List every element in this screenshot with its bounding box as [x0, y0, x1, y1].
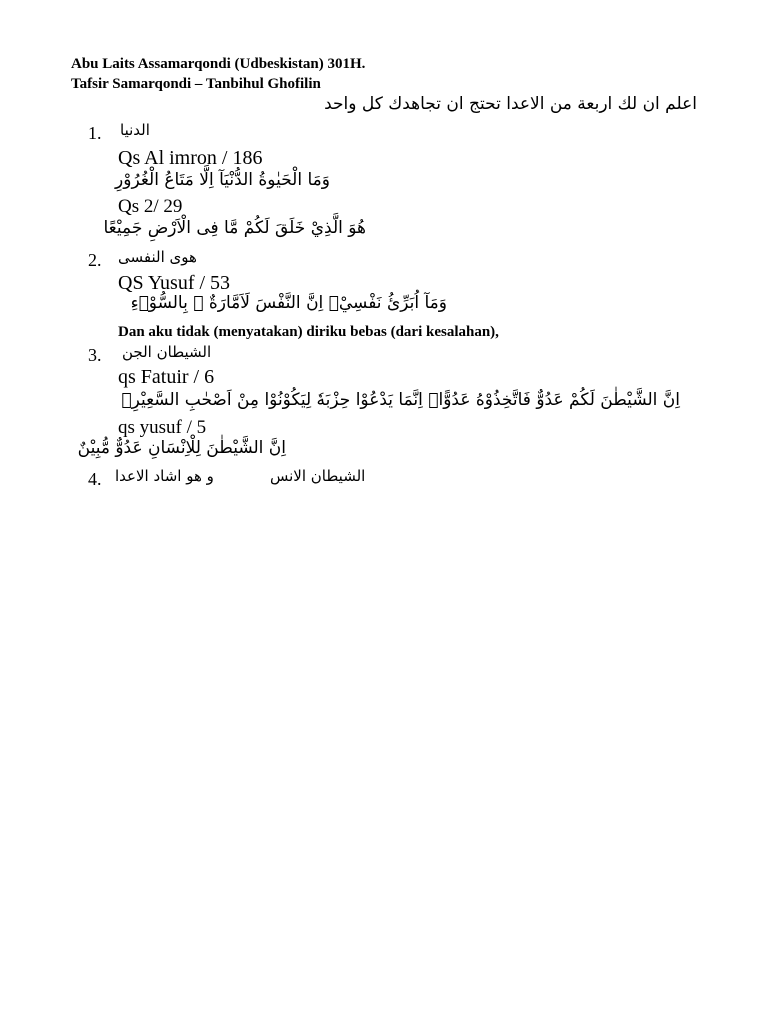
item-heading: هوى النفسى	[118, 248, 197, 266]
quran-reference: qs yusuf / 5	[118, 417, 207, 438]
quran-reference: Qs Al imron / 186	[118, 147, 263, 169]
author-line: Abu Laits Assamarqondi (Udbeskistan) 301H.	[71, 56, 366, 72]
quran-reference: Qs 2/ 29	[118, 196, 183, 217]
item-number: 3.	[88, 345, 102, 365]
item-heading: الشيطان الجن	[122, 343, 212, 361]
item-note: و هو اشاد الاعدا	[115, 467, 214, 485]
item-number: 1.	[88, 123, 102, 143]
item-heading: الشيطان الانس	[270, 467, 366, 485]
quran-verse: اِنَّ الشَّيْطٰنَ لِلْاِنْسَانِ عَدُوٌّ مُّبِيْنٌ	[77, 438, 286, 458]
quran-verse: هُوَ الَّذِيْ خَلَقَ لَكُمْ مَّا فِى الْاَرْضِ جَمِيْعًا	[103, 218, 366, 238]
quran-reference: QS Yusuf / 53	[118, 272, 231, 294]
item-heading: الدنيا	[120, 121, 150, 139]
verse-translation: Dan aku tidak (menyatakan) diriku bebas (dari kesalahan),	[118, 324, 499, 340]
quran-verse: اِنَّ الشَّيْطٰنَ لَكُمْ عَدُوٌّ فَاتَّخِذُوْهُ عَدُوًّاۗ اِنَّمَا يَدْعُوْا حِزْبَهٗ لِيَكُوْنُوْا مِنْ اَصْحٰبِ السَّعِيْرِۗ	[121, 390, 680, 410]
intro-arabic: اعلم ان لك اربعة من الاعدا تحتج ان تجاهدك كل واحد	[324, 94, 697, 114]
quran-verse: وَمَا الْحَيٰوةُ الدُّنْيَآ اِلَّا مَتَاعُ الْغُرُوْرِ	[115, 170, 330, 190]
item-number: 2.	[88, 250, 102, 270]
source-line: Tafsir Samarqondi – Tanbihul Ghofilin	[71, 76, 321, 92]
quran-verse: وَمَآ اُبَرِّئُ نَفْسِيْۚ اِنَّ النَّفْسَ لَاَمَّارَةٌ ۢ بِالسُّوْۤءِ	[130, 293, 447, 313]
quran-reference: qs Fatuir / 6	[118, 366, 215, 388]
item-number: 4.	[88, 469, 102, 489]
